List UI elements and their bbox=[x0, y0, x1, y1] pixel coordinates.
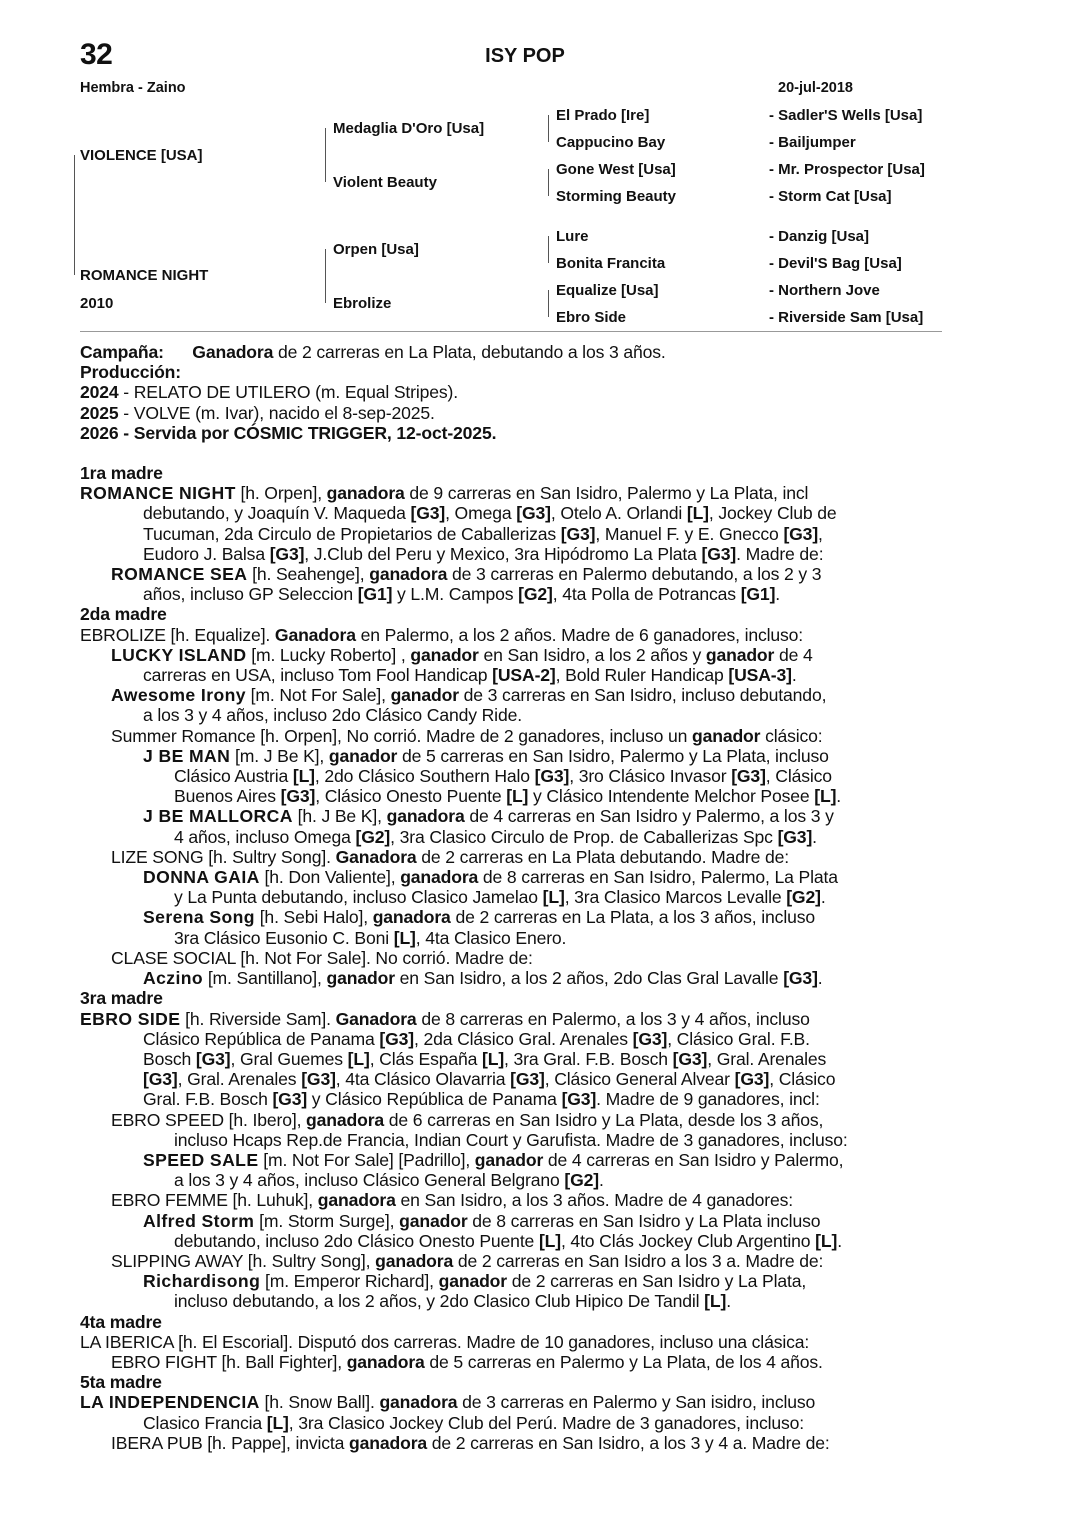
production-label: Producción: bbox=[80, 362, 181, 383]
dash: - bbox=[769, 188, 779, 205]
campaign: Campaña: Ganadora de 2 carreras en La Plata, debutando a los 3 años. bbox=[80, 342, 666, 362]
pedigree-g4-5: - Danzig [Usa] bbox=[769, 228, 870, 245]
pedigree-g2-2: Violent Beauty bbox=[333, 174, 437, 191]
family-entry: J BE MALLORCA [h. J Be K], ganadora de 4 carreras en San Isidro y Palermo, a los 3 y bbox=[143, 806, 834, 827]
dash: - bbox=[769, 255, 779, 272]
sex-color: Hembra - Zaino bbox=[80, 80, 186, 96]
pedigree-g3-5: Lure bbox=[556, 228, 589, 245]
pedigree-g3-1: El Prado [Ire] bbox=[556, 107, 650, 124]
section-heading: 4ta madre bbox=[80, 1311, 162, 1332]
pedigree-g4-8: - Riverside Sam [Usa] bbox=[769, 309, 924, 326]
pedigree-g4-6: - Devil'S Bag [Usa] bbox=[769, 255, 902, 272]
pedigree-g3-3: Gone West [Usa] bbox=[556, 161, 676, 178]
section-heading: 1ra madre bbox=[80, 463, 163, 484]
pedigree-g4-4: - Storm Cat [Usa] bbox=[769, 188, 892, 205]
bracket-line bbox=[325, 249, 326, 303]
dash: - bbox=[769, 107, 779, 124]
family-entry: LUCKY ISLAND [m. Lucky Roberto] , ganador en San Isidro, a los 2 años y ganador de 4 bbox=[111, 644, 813, 665]
pedigree-g4-1: - Sadler'S Wells [Usa] bbox=[769, 107, 923, 124]
family-entry: Alfred Storm [m. Storm Surge], ganador de 8 carreras en San Isidro y La Plata incluso bbox=[143, 1210, 821, 1231]
bracket-line bbox=[548, 169, 549, 196]
dash: - bbox=[769, 228, 779, 245]
pedigree-g3-4: Storming Beauty bbox=[556, 188, 677, 205]
family-entry: LA INDEPENDENCIA [h. Snow Ball]. ganadora de 3 carreras en Palermo y San isidro, incluso bbox=[80, 1392, 816, 1413]
family-entry: SLIPPING AWAY [h. Sultry Song], ganadora de 2 carreras en San Isidro a los 3 a. Madre de: bbox=[111, 1250, 824, 1271]
pedigree-g4-3: - Mr. Prospector [Usa] bbox=[769, 161, 925, 178]
pedigree-g2-4: Ebrolize bbox=[333, 295, 392, 312]
family-entry: J BE MAN [m. J Be K], ganador de 5 carreras en San Isidro, Palermo y La Plata, incluso bbox=[143, 745, 829, 766]
pedigree-sire: VIOLENCE [USA] bbox=[80, 147, 203, 164]
dash: - bbox=[769, 282, 779, 299]
divider bbox=[80, 331, 942, 332]
family-entry: IBERA PUB [h. Pappe], invicta ganadora de 2 carreras en San Isidro, a los 3 y 4 a. Madre de: bbox=[111, 1432, 830, 1453]
pedigree-g2-1: Medaglia D'Oro [Usa] bbox=[333, 120, 485, 137]
family-entry: CLASE SOCIAL [h. Not For Sale]. No corrió. Madre de: bbox=[111, 947, 533, 968]
section-heading: 5ta madre bbox=[80, 1372, 162, 1393]
family-entry: EBROLIZE [h. Equalize]. Ganadora en Palermo, a los 2 años. Madre de 6 ganadores, incluso: bbox=[80, 624, 804, 645]
pedigree-g4-7: - Northern Jove bbox=[769, 282, 880, 299]
catalog-body: Campaña: Ganadora de 2 carreras en La Plata, debutando a los 3 años. Producción: 2024 - RELATO DE UTILERO (m. Equal Stripes). 2025 - VOLVE (m. Ivar), nacido el 8-sep-2025. 2026 - Servida por CÓSMIC TRIGGER, 12-oct-2025. 1ra madre ROMANCE NIGHT [h. Orpen], ganadora de 9 carreras en San Isidro, Palermo y La Plata, incl debutando, y Joaquín V. Maqueda [G3], Omega [G3], Otelo A. Orlandi [L], Jockey Club de Tucuman, 2da Circulo de Propietarios de Caballerizas [G3], Manuel F. y E. Gnecco [G3], Eudoro J. Balsa [G3], J.Club del Peru y Mexico, 3ra Hipódromo La Plata [G3]. Madre de: ROMANCE SEA [h. Seahenge], ganadora de 3 carreras en Palermo debutando, a los 2 y 3 años, incluso GP Seleccion [G1] y L.M. Campos [G2], 4ta Polla de Potrancas [G1]. 2da madre EBROLIZE [h. Equalize]. Ganadora en Palermo, a los 2 años. Madre de 6 ganadores, incluso: LUCKY ISLAND [m. Lucky Roberto] , ganador en San Isidro, a los 2 años y ganador de 4 carreras en USA, incluso Tom Fool Handicap [USA-2], Bold Ruler Handicap [USA-3]. Awesome Irony [m. Not For Sale], ganador de 3 carreras en San Isidro, incluso debutando, a los 3 y 4 años, incluso 2do Clásico Candy Ride. Summer Romance [h. Orpen], No corrió. Madre de 2 ganadores, incluso un ganador clásico: J BE MAN [m. J Be K], ganador de 5 carreras en San Isidro, Palermo y La Plata, incluso Clásico Austria [L], 2do Clásico Southern Halo [G3], 3ro Clásico Invasor [G3], Clásico Buenos Aires [G3], Clásico Onesto Puente [L] y Clásico Intendente Melchor Posee [L]. J BE MALLORCA [h. J Be K], ganadora de 4 carreras en San Isidro y Palermo, a los 3 y 4 años, incluso Omega [G2], 3ra Clasico Circulo de Prop. de Caballerizas Spc [G3]. LIZE SONG [h. Sultry Song]. Ganadora de 2 carreras en La Plata debutando. Madre de: DONNA GAIA [h. Don Valiente], ganadora de 8 carreras en San Isidro, Palermo, La Plata y La Punta debutando, incluso Clasico Jamelao [L], 3ra Clasico Marcos Levalle [G2]. Serena Song [h. Sebi Halo], ganadora de 2 carreras en La Plata, a los 3 años, incluso 3ra Clásico Eusonio C. Boni [L], 4ta Clasico Enero. CLASE SOCIAL [h. Not For Sale]. No corrió. Madre de: Aczino [m. Santillano], ganador en San Isidro, a los 2 años, 2do Clas Gral Lavalle [G3]. 3ra madre EBRO SIDE [h. Riverside Sam]. Ganadora de 8 carreras en Palermo, a los 3 y 4 años, incluso Clásico República de Panama [G3], 2da Clásico Gral. Arenales [G3], Clásico Gral. F.B. Bosch [G3], Gral Guemes [L], Clás España [L], 3ra Gral. F.B. Bosch [G3], Gral. Arenales [G3], Gral. Arenales [G3], 4ta Clásico Olavarria [G3], Clásico General Alvear [G3], Clásico Gral. F.B. Bosch [G3] y Clásico República de Panama [G3]. Madre de 9 ganadores, incl: EBRO SPEED [h. Ibero], ganadora de 6 carreras en San Isidro y La Plata, desde los 3 años, incluso Hcaps Rep.de Francia, Indian Court y Garufista. Madre de 3 ganadores, incluso: SPEED SALE [m. Not For Sale] [Padrillo], ganador de 4 carreras en San Isidro y Palermo, a los 3 y 4 años, incluso Clásico General Belgrano [G2]. EBRO FEMME [h. Luhuk], ganadora en San Isidro, a los 3 años. Madre de 4 ganadores: Alfred Storm [m. Storm Surge], ganador de 8 carreras en San Isidro y La Plata incluso debutando, incluso 2do Clásico Onesto Puente [L], 4to Clás Jockey Club Argentino [L]. SLIPPING AWAY [h. Sultry Song], ganadora de 2 carreras en San Isidro a los 3 a. Madre de: Richardisong [m. Emperor Richard], ganador de 2 carreras en San Isidro y La Plata, incluso debutando, a los 2 años, y 2do Clasico Club Hipico De Tandil [L]. 4ta madre LA IBERICA [h. El Escorial]. Disputó dos carreras. Madre de 10 ganadores, incluso una clásica: EBRO FIGHT [h. Ball Fighter], ganadora de 5 carreras en Palermo y La Plata, de los 4 años. 5ta madre LA INDEPENDENCIA [h. Snow Ball]. ganadora de 3 carreras en Palermo y San isidro, incluso Clasico Francia [L], 3ra Clasico Jockey Club del Perú. Madre de 3 ganadores, incluso: IBERA PUB [h. Pappe], invicta ganadora de 2 carreras en San Isidro, a los 3 y 4 a. Madre de: bbox=[80, 342, 970, 1453]
pedigree-dam-year: 2010 bbox=[80, 295, 114, 312]
family-entry: LA IBERICA [h. El Escorial]. Disputó dos carreras. Madre de 10 ganadores, incluso una clásica: bbox=[80, 1331, 810, 1352]
pedigree-g3-8: Ebro Side bbox=[556, 309, 627, 326]
family-entry: ROMANCE SEA [h. Seahenge], ganadora de 3 carreras en Palermo debutando, a los 2 y 3 bbox=[111, 564, 822, 585]
pedigree-g4-2: - Bailjumper bbox=[769, 134, 856, 151]
pedigree-g3-6: Bonita Francita bbox=[556, 255, 666, 272]
production-item: 2024 - RELATO DE UTILERO (m. Equal Stripes). bbox=[80, 382, 458, 403]
production-item: 2026 - Servida por CÓSMIC TRIGGER, 12-oct-2025. bbox=[80, 422, 497, 443]
section-heading: 2da madre bbox=[80, 604, 167, 625]
dash: - bbox=[769, 134, 779, 151]
lot-number: 32 bbox=[80, 38, 113, 71]
family-entry: Richardisong [m. Emperor Richard], ganador de 2 carreras en San Isidro y La Plata, bbox=[143, 1271, 807, 1292]
bracket-line bbox=[74, 155, 75, 275]
birth-date: 20-jul-2018 bbox=[778, 80, 853, 96]
bracket-line bbox=[325, 128, 326, 182]
family-entry: Awesome Irony [m. Not For Sale], ganador de 3 carreras en San Isidro, incluso debutando, bbox=[111, 685, 827, 706]
family-entry: EBRO SIDE [h. Riverside Sam]. Ganadora de 8 carreras en Palermo, a los 3 y 4 años, incluso bbox=[80, 1008, 810, 1029]
family-entry: DONNA GAIA [h. Don Valiente], ganadora de 8 carreras en San Isidro, Palermo, La Plata bbox=[143, 867, 838, 888]
family-entry: EBRO SPEED [h. Ibero], ganadora de 6 carreras en San Isidro y La Plata, desde los 3 años, bbox=[111, 1109, 824, 1130]
family-entry: Aczino [m. Santillano], ganador en San Isidro, a los 2 años, 2do Clas Gral Lavalle [G3]. bbox=[143, 968, 823, 989]
dash: - bbox=[769, 309, 779, 326]
pedigree-dam: ROMANCE NIGHT bbox=[80, 267, 209, 284]
pedigree-g3-2: Cappucino Bay bbox=[556, 134, 666, 151]
family-entry: ROMANCE NIGHT [h. Orpen], ganadora de 9 carreras en San Isidro, Palermo y La Plata, incl bbox=[80, 483, 809, 504]
pedigree-g3-7: Equalize [Usa] bbox=[556, 282, 659, 299]
family-entry: EBRO FIGHT [h. Ball Fighter], ganadora de 5 carreras en Palermo y La Plata, de los 4 años. bbox=[111, 1351, 823, 1372]
horse-name: ISY POP bbox=[485, 45, 565, 67]
bracket-line bbox=[548, 236, 549, 263]
bracket-line bbox=[548, 115, 549, 142]
family-entry: Summer Romance [h. Orpen], No corrió. Madre de 2 ganadores, incluso un ganador clásico: bbox=[111, 725, 823, 746]
family-entry: SPEED SALE [m. Not For Sale] [Padrillo], ganador de 4 carreras en San Isidro y Palermo, bbox=[143, 1149, 844, 1170]
pedigree-g2-3: Orpen [Usa] bbox=[333, 241, 419, 258]
dash: - bbox=[769, 161, 779, 178]
section-heading: 3ra madre bbox=[80, 988, 163, 1009]
family-entry: LIZE SONG [h. Sultry Song]. Ganadora de 2 carreras en La Plata debutando. Madre de: bbox=[111, 846, 789, 867]
family-entry: EBRO FEMME [h. Luhuk], ganadora en San Isidro, a los 3 años. Madre de 4 ganadores: bbox=[111, 1190, 794, 1211]
bracket-line bbox=[548, 290, 549, 317]
family-entry: Serena Song [h. Sebi Halo], ganadora de 2 carreras en La Plata, a los 3 años, incluso bbox=[143, 907, 815, 928]
production-item: 2025 - VOLVE (m. Ivar), nacido el 8-sep-2025. bbox=[80, 402, 435, 423]
